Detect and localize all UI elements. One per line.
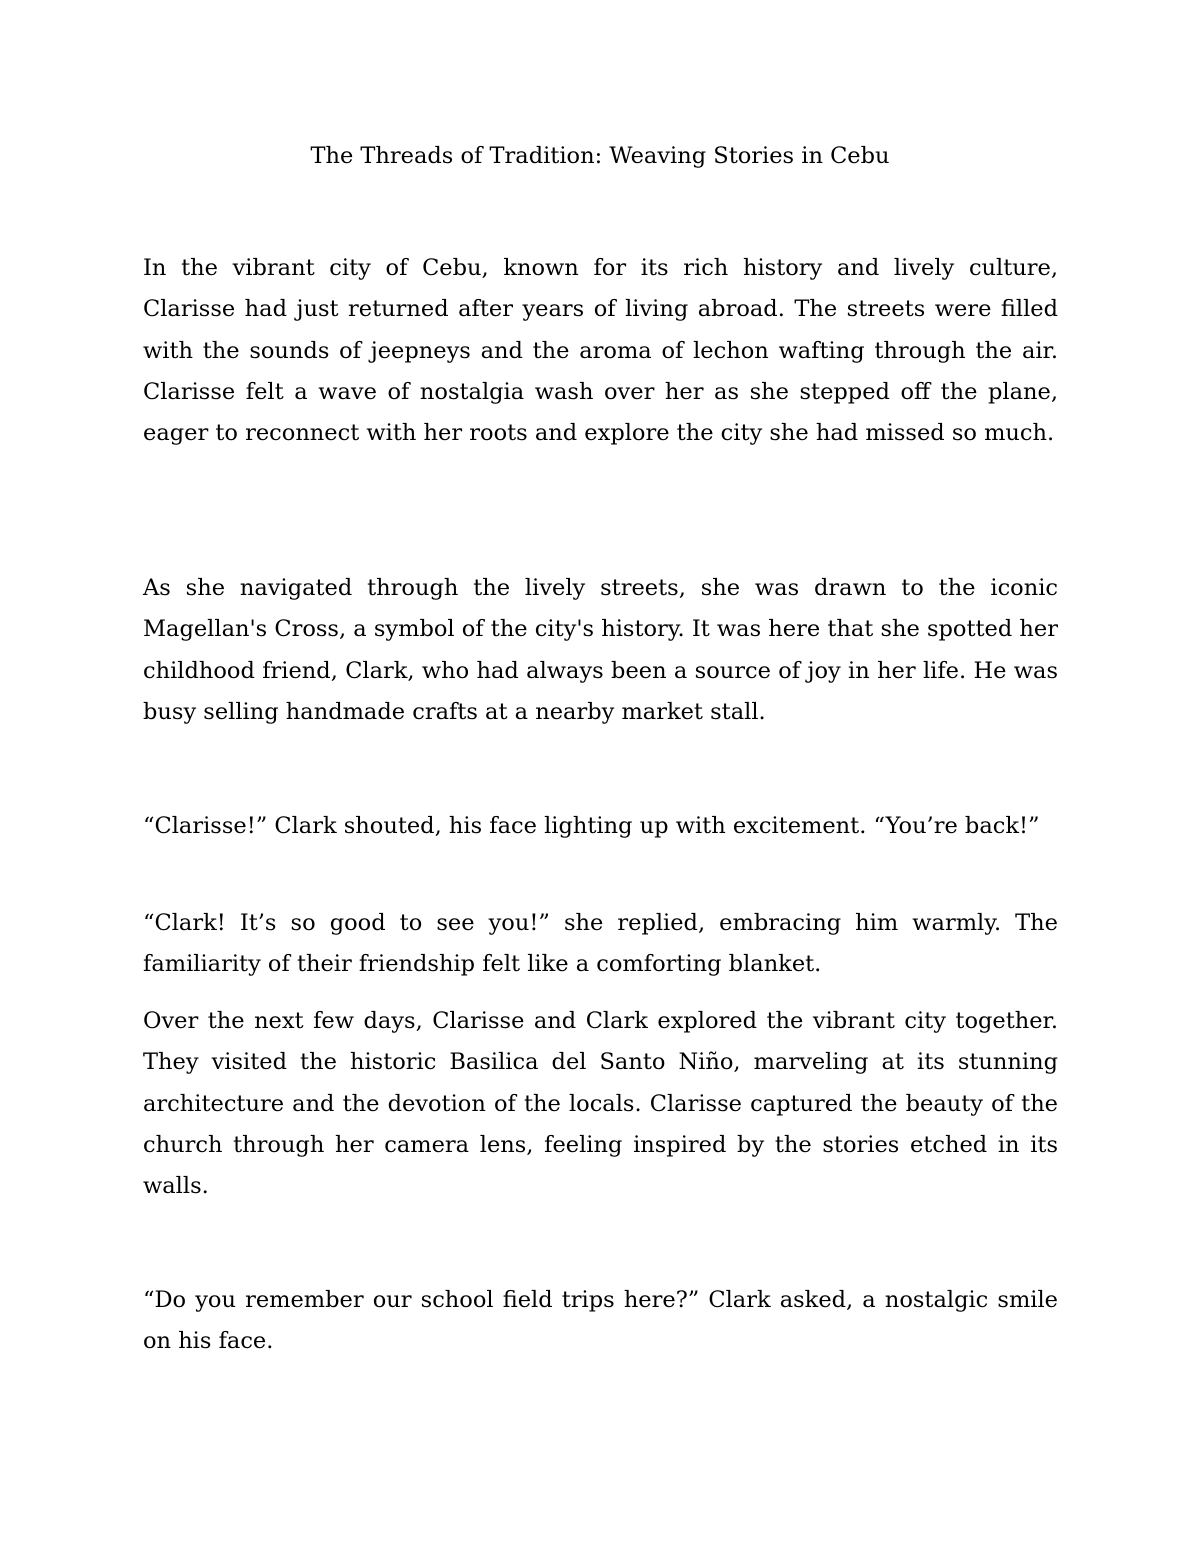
paragraph-clark-greeting: “Clarisse!” Clark shouted, his face lighting up with excitement. “You’re back!” <box>143 813 1040 839</box>
paragraph-basilica-visit: Over the next few days, Clarisse and Clark explored the vibrant city together. They visited the historic Basilica del Santo Niño, marveling at its stunning architecture and the devotion of the locals. Clarisse captured the beauty of the church through her camera lens, feeling inspired by the stories etched in its walls. <box>143 1008 1058 1200</box>
paragraph-arrival: In the vibrant city of Cebu, known for its rich history and lively culture, Clarisse had just returned after years of living abroad. The streets were filled with the sounds of jeepneys and the aroma of lechon wafting through the air. Clarisse felt a wave of nostalgia wash over her as she stepped off the plane, eager to reconnect with her roots and explore the city she had missed so much. <box>143 255 1058 447</box>
paragraph-magellans-cross: As she navigated through the lively streets, she was drawn to the iconic Magellan's Cross, a symbol of the city's history. It was here that she spotted her childhood friend, Clark, who had always been a source of joy in her life. He was busy selling handmade crafts at a nearby market stall. <box>143 575 1058 725</box>
paragraph-field-trips: “Do you remember our school field trips here?” Clark asked, a nostalgic smile on his face. <box>143 1287 1058 1355</box>
paragraph-clarisse-reply: “Clark! It’s so good to see you!” she replied, embracing him warmly. The familiarity of their friendship felt like a comforting blanket. <box>143 910 1058 978</box>
document-title: The Threads of Tradition: Weaving Stories in Cebu <box>310 143 890 169</box>
